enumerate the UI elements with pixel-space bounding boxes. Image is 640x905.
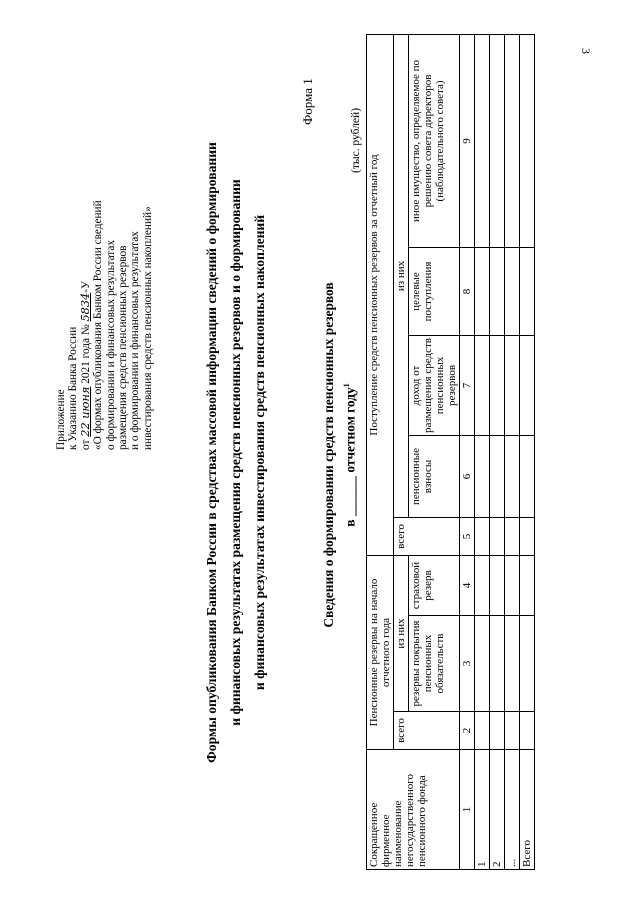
row-label: 2	[490, 750, 505, 870]
appendix-from: от	[79, 439, 92, 450]
main-title	[200, 30, 272, 875]
column-number: 4	[460, 556, 475, 616]
handwritten-number: 5834	[78, 292, 92, 322]
insurance-reserve-header: страховой резерв	[409, 556, 460, 616]
appendix-line: «О формах опубликования Банком России сведений	[92, 200, 105, 450]
column-number: 3	[460, 616, 475, 712]
column-number: 2	[460, 712, 475, 750]
inflow-of-which-header: из них	[394, 34, 409, 517]
appendix-line: и о формировании и финансовых результатах	[129, 231, 142, 450]
units-label: (тыс. рублей)	[350, 107, 362, 173]
column-number: 1	[460, 750, 475, 870]
page-number: 3	[579, 48, 593, 54]
row-label: Всего	[520, 750, 535, 870]
target-receipts-header: целевые поступления	[409, 248, 460, 336]
reserves-total-header: всего	[394, 712, 460, 750]
main-title-line: и финансовых результатах инвестирования средств пенсионных накоплений	[252, 214, 267, 691]
footnote-mark: 1	[342, 383, 351, 388]
main-title-line: Формы опубликования Банком России в средствах массовой информации сведений о формировании	[204, 142, 219, 763]
appendix-date-line	[80, 50, 92, 450]
appendix-line: к Указанию Банка России	[67, 326, 80, 450]
inflow-total-header: всего	[394, 518, 460, 556]
pension-reserves-table	[366, 34, 535, 870]
appendix-suffix: -У	[79, 280, 92, 293]
column-number: 6	[460, 436, 475, 518]
placement-income-header: доход от размещения средств пенсионных резервов	[409, 336, 460, 436]
table-row	[490, 34, 505, 869]
row-label: 1	[475, 750, 490, 870]
other-property-header: иное имущество, определяемое по решению совета директоров (наблюдательного совета)	[409, 34, 460, 247]
coverage-reserves-header: резервы покрытия пенсионных обязательств	[409, 616, 460, 712]
fund-name-header: Сокращенное фирменное наименование негосударственного пенсионного фонда	[367, 750, 460, 870]
appendix-line: инвестирования средств пенсионных накоплений»	[141, 206, 154, 450]
appendix-line: о формировании и финансовых результатах	[104, 239, 117, 450]
column-number: 7	[460, 336, 475, 436]
reserves-header: Пенсионные резервы на начало отчетного года	[367, 556, 394, 750]
reserves-of-which-header: из них	[394, 556, 409, 712]
column-number: 5	[460, 518, 475, 556]
appendix-line: размещения средств пенсионных резервов	[117, 245, 130, 450]
table-row	[520, 34, 535, 869]
pension-contributions-header: пенсионные взносы	[409, 436, 460, 518]
inflow-header: Поступление средств пенсионных резервов за отчетный год	[367, 34, 394, 555]
section-title-period	[338, 155, 359, 755]
section-title-line: Сведения о формировании средств пенсионных резервов	[321, 282, 336, 628]
section-title	[320, 155, 359, 755]
section-title-year: в ______ отчетном году	[342, 387, 358, 527]
column-number: 9	[460, 34, 475, 247]
table-row	[475, 34, 490, 869]
table-row	[505, 34, 520, 869]
handwritten-date: 22 июня	[78, 386, 92, 437]
appendix-block	[55, 50, 154, 450]
main-title-line: и финансовых результатах размещения средств пенсионных резервов и о формировании	[228, 179, 243, 726]
appendix-line: Приложение	[55, 389, 67, 450]
form-label: Форма 1	[300, 78, 315, 125]
row-label: ...	[505, 750, 520, 870]
appendix-year: 2021 года №	[79, 324, 92, 384]
column-number: 8	[460, 248, 475, 336]
